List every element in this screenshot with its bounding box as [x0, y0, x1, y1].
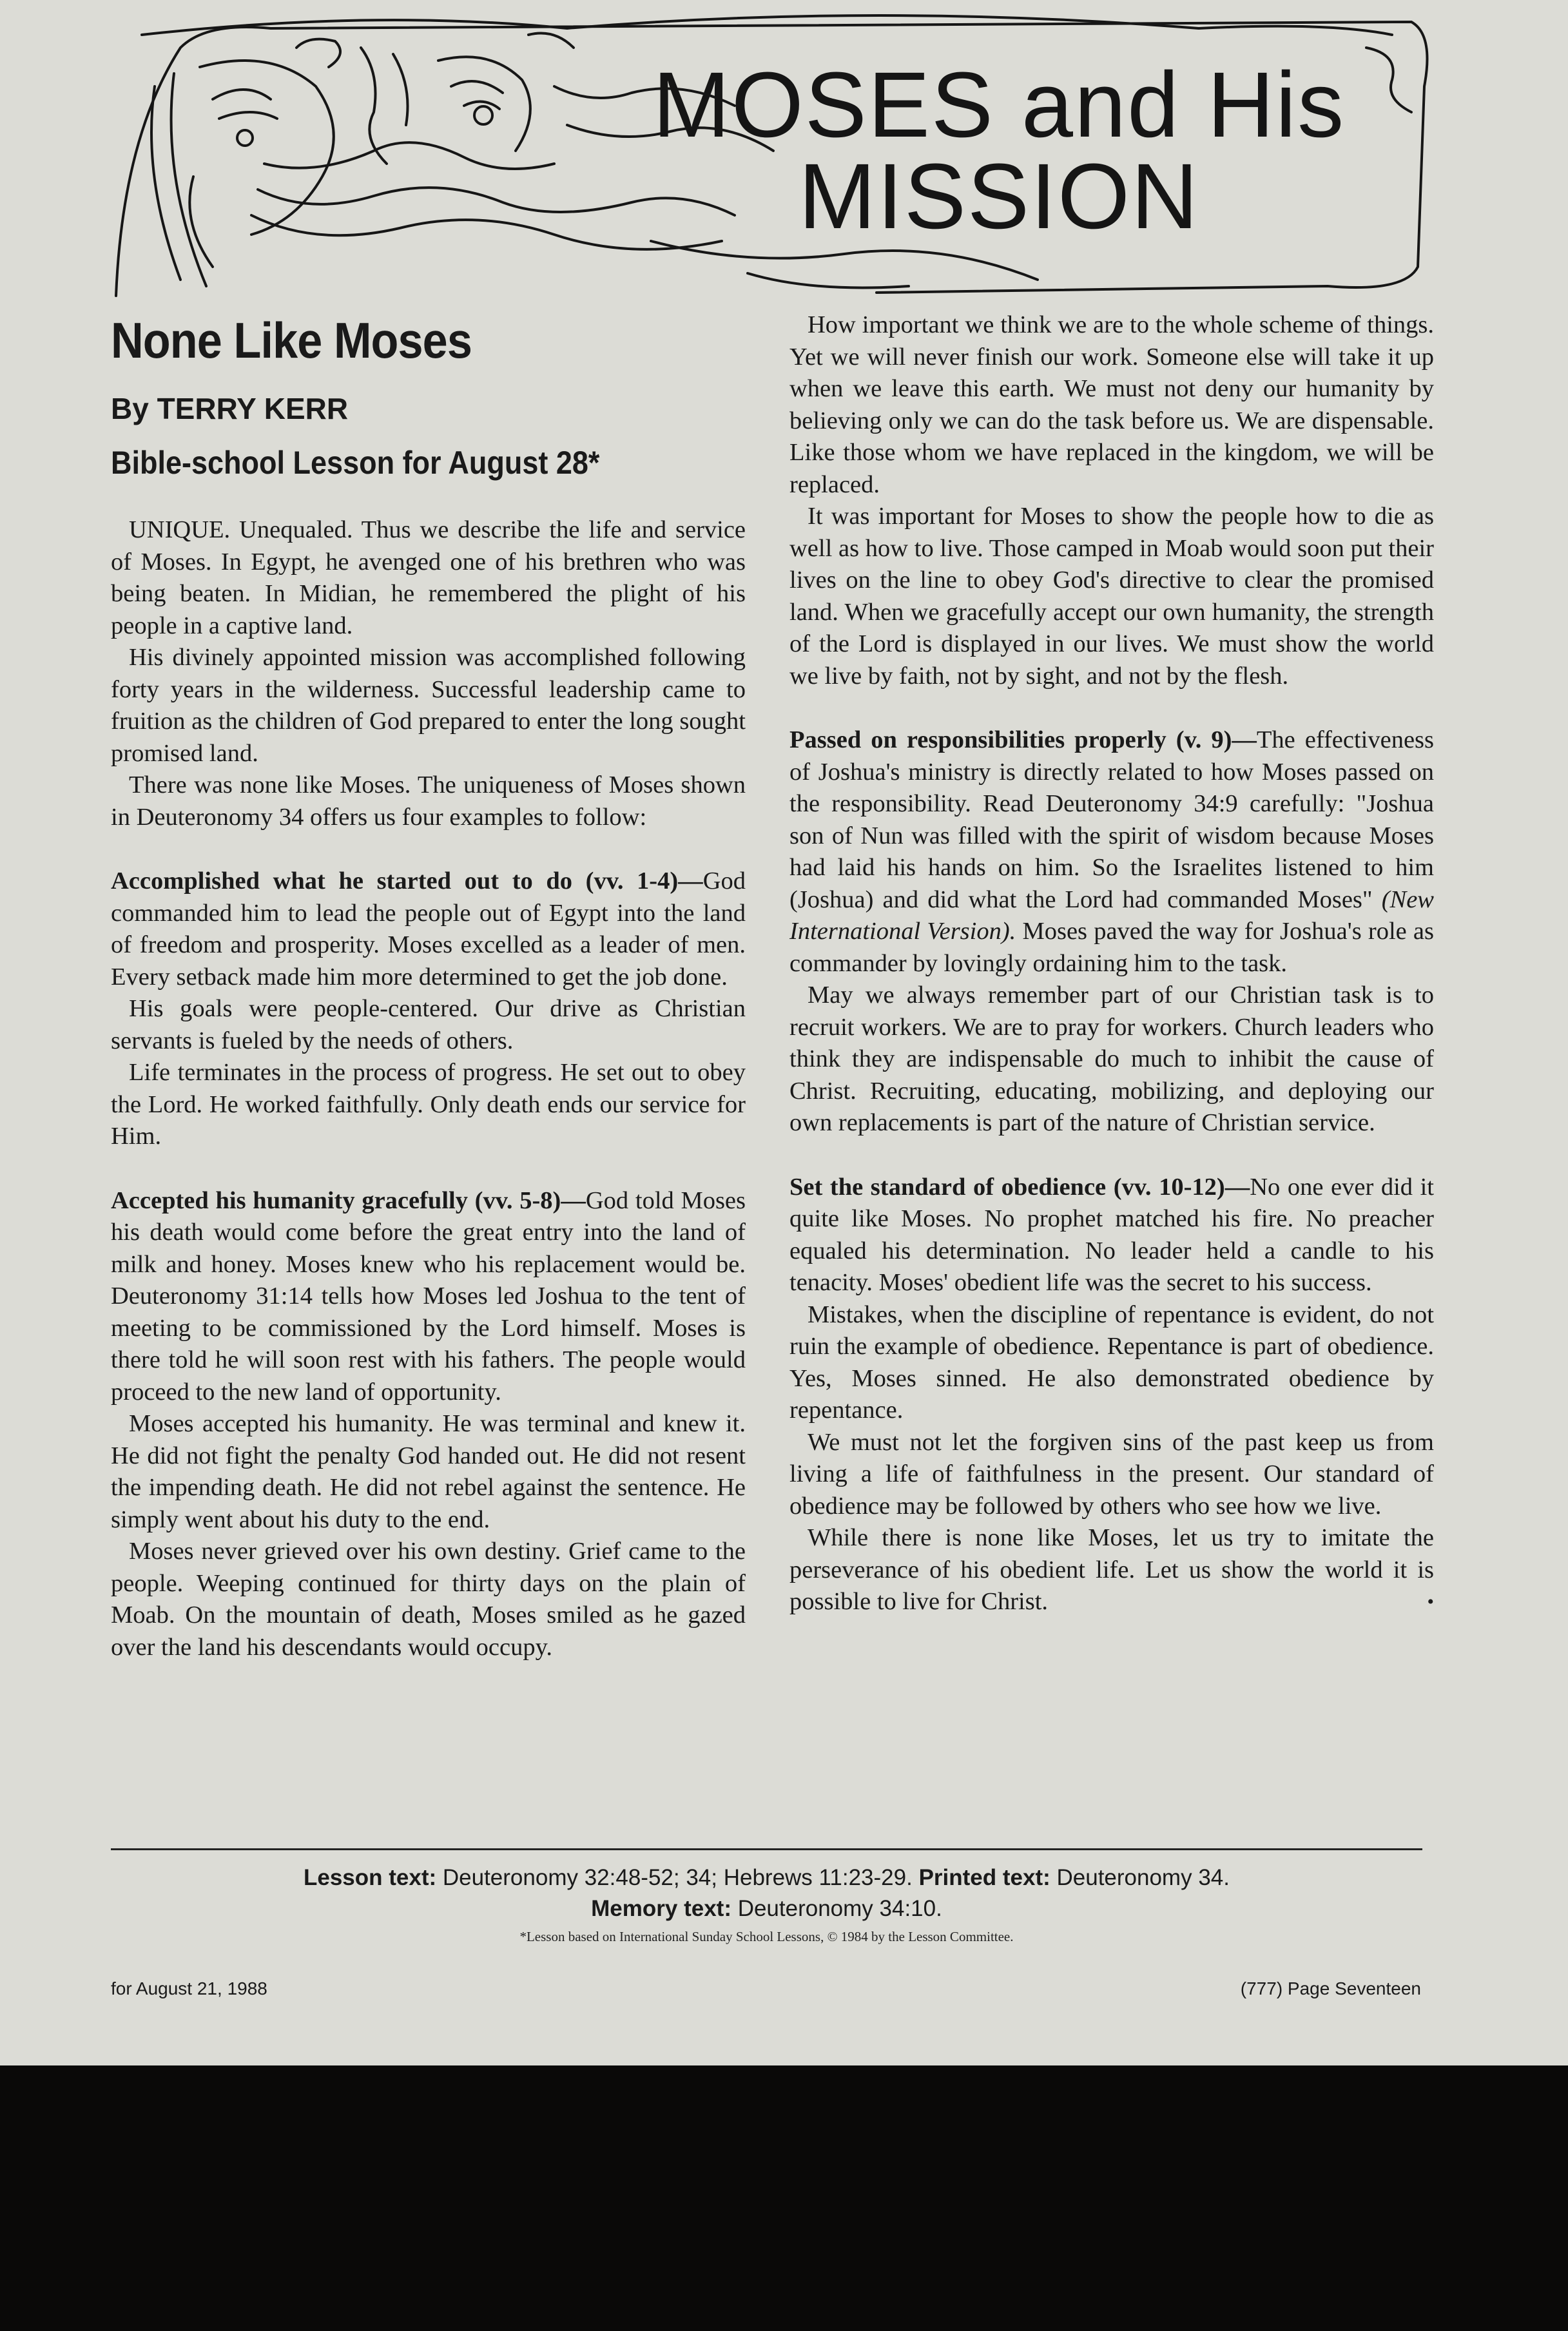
- section-accomplished: [111, 866, 746, 993]
- banner-title-line1: MOSES and His: [652, 53, 1346, 157]
- version-citation: (New International Version).: [789, 885, 1434, 945]
- banner-title-line2: MISSION: [798, 144, 1200, 248]
- body-paragraph: Life terminates in the process of progress. He set out to obey the Lord. He worked faithfully. Only death ends our service for Him.: [111, 1059, 746, 1150]
- byline: By TERRY KERR: [111, 392, 349, 425]
- closing-paragraph: [789, 1522, 1434, 1618]
- body-paragraph: How important we think we are to the whole scheme of things. Yet we will never finish our work. Someone else will take it up when we leave this earth. We must not deny our humanity by believing only we can do the task before us. We are dispensable. Like those whom we have replaced in the kingdom, we will be replaced.: [789, 311, 1434, 498]
- section-accepted: [111, 1185, 746, 1409]
- banner-title: [606, 53, 1392, 248]
- title-banner: [103, 9, 1431, 302]
- body-paragraph: We must not let the forgiven sins of the past keep us from living a life of faithfulness in the present. Our standard of obedience may be followed by others who see how we live.: [789, 1428, 1434, 1520]
- section-lead-tail: Moses paved the way for Joshua's role as commander by lovingly ordaining him to the task.: [789, 918, 1434, 977]
- section-obedience: [789, 1172, 1434, 1299]
- section-heading: Passed on responsibilities properly (v. 9)—: [789, 726, 1257, 753]
- end-mark: •: [1427, 1591, 1434, 1612]
- printed-text-value: Deuteronomy 34.: [1050, 1865, 1230, 1890]
- body-paragraph: His goals were people-centered. Our drive as Christian servants is fueled by the needs of others.: [111, 995, 746, 1054]
- printed-text-label: Printed text:: [918, 1865, 1050, 1890]
- body-paragraph: It was important for Moses to show the people how to die as well as how to live. Those camped in Moab would soon put their lives on the line to obey God's directive to clear the promised land. When we gracefully accept our own humanity, the strength of the Lord is displayed in our lives. We must show the world we live by faith, not by sight, and not by the flesh.: [789, 503, 1434, 690]
- section-heading: Accepted his humanity gracefully (vv. 5-8)—: [111, 1186, 586, 1214]
- section-lead: No one ever did it quite like Moses. No prophet matched his fire. No preacher equaled his determination. No leader held a candle to his tenacity. Moses' obedient life was the secret to his success.: [789, 1173, 1434, 1296]
- section-lead: God commanded him to lead the people out of Egypt into the land of freedom and prosperity. Moses excelled as a leader of men. Every setback made him more determined to get the job done.: [111, 867, 746, 991]
- body-paragraph: May we always remember part of our Christian task is to recruit workers. We are to pray for workers. Church leaders who think they are indispensable do much to inhibit the cause of Christ. Recruiting, educating, mobilizing, and deploying our own replacements is part of the nature of Christian service.: [789, 982, 1434, 1136]
- left-column: [111, 309, 746, 1663]
- intro-paragraph: UNIQUE. Unequaled. Thus we describe the life and service of Moses. In Egypt, he avenged one of his brethren who was being beaten. In Midian, he remembered the plight of his people in a captive land.: [111, 516, 746, 639]
- section-heading: Accomplished what he started out to do (vv. 1-4)—: [111, 867, 703, 895]
- lesson-subtitle: Bible-school Lesson for August 28*: [111, 445, 600, 481]
- memory-text-label: Memory text:: [591, 1896, 731, 1921]
- lesson-text-line: [111, 1862, 1422, 1893]
- memory-text-line: [111, 1893, 1422, 1924]
- right-column: [789, 309, 1434, 1618]
- memory-text-value: Deuteronomy 34:10.: [731, 1896, 942, 1921]
- copyright-footnote: *Lesson based on International Sunday School Lessons, © 1984 by the Lesson Committee.: [519, 1929, 1014, 1944]
- lesson-text-label: Lesson text:: [304, 1865, 437, 1890]
- body-paragraph: Moses accepted his humanity. He was terminal and knew it. He did not fight the penalty God handed out. He did not resent the impending death. He did not rebel against the sentence. He simply went about his duty to the end.: [111, 1410, 746, 1533]
- article-title: None Like Moses: [111, 312, 472, 369]
- page-number: (777) Page Seventeen: [1240, 1978, 1421, 1998]
- section-lead: The effectiveness of Joshua's ministry is directly related to how Moses passed on the responsibility. Read Deuteronomy 34:9 carefully: "Joshua son of Nun was filled with the spirit of wisdom because Moses had laid his hands on him. So the Israelites listened to him (Joshua) and did what the Lord had commanded Moses": [789, 726, 1434, 913]
- lesson-references: [111, 1862, 1422, 1924]
- section-passed-on: [789, 724, 1434, 980]
- closing-text: While there is none like Moses, let us try to imitate the perseverance of his obedient life. Let us show the world it is possible to live for Christ.: [789, 1524, 1434, 1615]
- intro-paragraph: His divinely appointed mission was accomplished following forty years in the wilderness. Successful leadership came to fruition as the children of God prepared to enter the long sought promised land.: [111, 644, 746, 767]
- body-paragraph: Moses never grieved over his own destiny. Grief came to the people. Weeping continued for thirty days on the plain of Moab. On the mountain of death, Moses smiled as he gazed over the land his descendants would occupy.: [111, 1538, 746, 1661]
- footer-rule: [111, 1848, 1422, 1850]
- section-lead: God told Moses his death would come before the great entry into the land of milk and honey. Moses knew who his replacement would be. Deuteronomy 31:14 tells how Moses led Joshua to the tent of meeting to be commissioned by the Lord himself. Moses is there told he will soon rest with his fathers. The people would proceed to the new land of opportunity.: [111, 1186, 746, 1406]
- issue-date: for August 21, 1988: [111, 1978, 267, 1998]
- intro-paragraph: There was none like Moses. The uniqueness of Moses shown in Deuteronomy 34 offers us four examples to follow:: [111, 771, 746, 831]
- lesson-text-value: Deuteronomy 32:48-52; 34; Hebrews 11:23-29.: [436, 1865, 919, 1890]
- body-paragraph: Mistakes, when the discipline of repentance is evident, do not ruin the example of obedience. Repentance is part of obedience. Yes, Moses sinned. He also demonstrated obedience by repentance.: [789, 1301, 1434, 1424]
- section-heading: Set the standard of obedience (vv. 10-12)—: [789, 1173, 1250, 1201]
